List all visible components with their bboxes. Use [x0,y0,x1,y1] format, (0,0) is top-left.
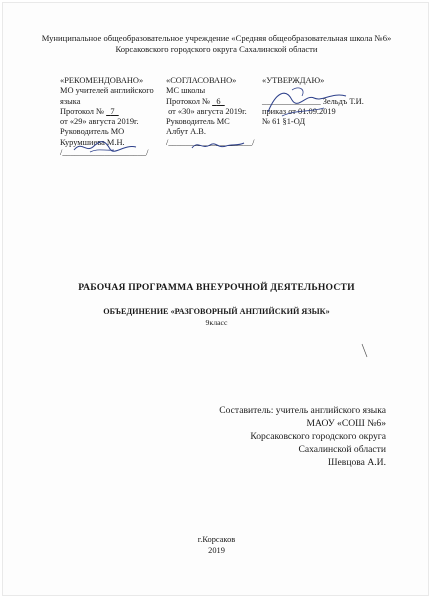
composer-line5: Шевцова А.И. [327,457,386,468]
agreed-date-text: от «30» августа 2019г. [168,106,247,116]
agreed-name: Албут А.В. [166,127,206,137]
agreed-protocol-prefix: Протокол № [166,96,211,106]
footer-city: г.Корсаков [197,535,236,544]
approved-signature-icon [262,82,352,122]
composer-line4: Сахалинской области [298,444,386,455]
school-header [0,33,433,55]
approved-signer: ______________ Зельдъ Т.И. [262,96,364,106]
composer-block [219,404,386,469]
recommended-signature-line: /____________________/ [60,148,149,158]
agreed-signature-line: /____________________/ [166,137,255,147]
recommended-org-line1: МО учителей английского [60,86,154,96]
school-district-line: Корсаковского городского округа Сахалинской области [115,44,318,54]
agreed-date [166,107,258,117]
recommended-signature-icon [70,138,140,156]
agreed-role: Руководитель МС [166,117,230,127]
pen-mark-icon [360,343,370,359]
composer-line2: МАОУ «СОШ №6» [306,418,386,429]
document-title: РАБОЧАЯ ПРОГРАММА ВНЕУРОЧНОЙ ДЕЯТЕЛЬНОСТИ [78,282,355,293]
agreed-protocol-number-value: 6 [216,96,221,106]
agreed-org: МС школы [166,86,206,96]
agreed-signature-icon [188,136,248,154]
recommended-heading: «РЕКОМЕНДОВАНО» [60,76,144,85]
document-footer [0,534,433,556]
recommended-protocol-number [106,107,119,116]
agreed-protocol [166,97,258,107]
approved-heading: «УТВЕРЖДАЮ» [262,76,325,85]
school-name-line: Муниципальное общеобразовательное учреждение «Средняя общеобразовательная школа №6» [41,33,392,43]
recommended-name: Курумшиева М.Н. [60,137,125,147]
agreed-heading: «СОГЛАСОВАНО» [166,76,237,85]
recommended-protocol [60,107,152,117]
approved-order-number: № 61 §1-ОД [262,117,306,127]
composer-line3: Корсаковского городского округа [250,431,386,442]
approved-order: приказ от 01.09.2019 [262,106,336,116]
grade-label: 9класс [205,318,228,327]
approved-signer-name: Зельдъ Т.И. [322,96,364,106]
recommended-org-line2: языка [60,96,81,106]
composer-line1: Составитель: учитель английского языка [219,405,386,416]
recommended-protocol-prefix: Протокол № [60,106,105,116]
document-subtitle: ОБЪЕДИНЕНИЕ «РАЗГОВОРНЫЙ АНГЛИЙСКИЙ ЯЗЫК» [103,307,330,316]
recommended-protocol-number-value: 7 [110,106,115,116]
agreed-protocol-number [212,97,225,106]
footer-year: 2019 [208,546,225,555]
recommended-date: от «29» августа 2019г. [60,117,139,127]
recommended-role: Руководитель МО [60,127,125,137]
